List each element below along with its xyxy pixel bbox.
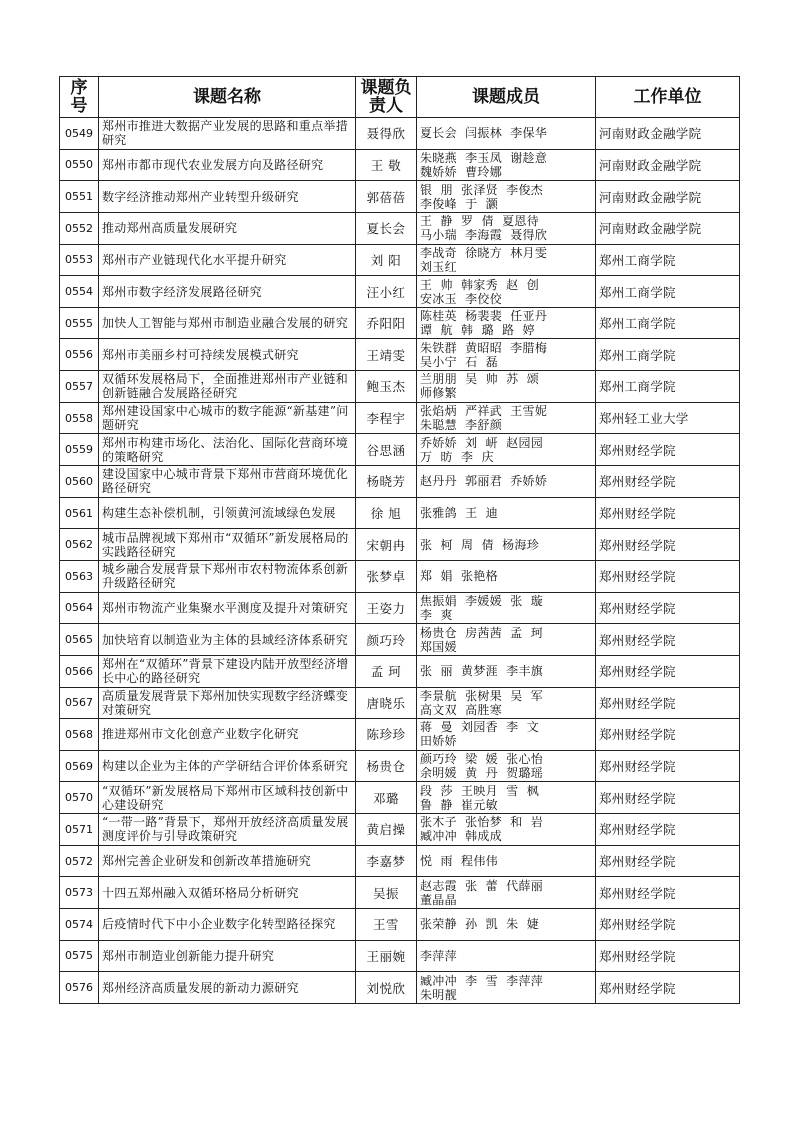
project-title: 数字经济推动郑州产业转型升级研究	[99, 181, 356, 213]
table-row	[60, 529, 740, 561]
member-line: 张焰炳 严祥武 王雪妮	[420, 404, 548, 419]
project-leader: 王靖雯	[356, 339, 417, 371]
project-leader: 王丽婉	[356, 940, 417, 972]
table-row	[60, 655, 740, 687]
work-unit: 郑州财经学院	[596, 909, 740, 941]
project-title: 郑州市制造业创新能力提升研究	[99, 940, 356, 972]
member-line: 段 莎 王映月 雪 枫	[420, 783, 540, 798]
work-unit: 郑州财经学院	[596, 940, 740, 972]
project-leader: 王雪	[356, 909, 417, 941]
member-line: 朱晓燕 李玉凤 谢趁意	[420, 150, 548, 165]
project-title: 构建生态补偿机制，引领黄河流域绿色发展	[99, 497, 356, 529]
work-unit: 河南财政金融学院	[596, 212, 740, 244]
member-line: 臧冲冲 李 雪 李萍萍	[420, 973, 544, 988]
work-unit: 河南财政金融学院	[596, 118, 740, 150]
work-unit: 郑州财经学院	[596, 497, 740, 529]
header-unit: 工作单位	[596, 77, 740, 118]
work-unit: 郑州财经学院	[596, 719, 740, 751]
row-number: 0553	[60, 244, 99, 276]
member-line: 田娇娇	[420, 734, 457, 749]
member-line: 王 帅 韩家秀 赵 创	[420, 277, 540, 292]
table-row	[60, 149, 740, 181]
table-row	[60, 402, 740, 434]
member-line: 赵志霞 张 蕾 代薛丽	[420, 878, 544, 893]
header-leader: 课题负责人	[356, 77, 417, 118]
member-line: 李萍萍	[420, 948, 457, 963]
work-unit: 郑州财经学院	[596, 687, 740, 719]
member-line: 李俊峰 于 灏	[420, 196, 498, 211]
member-line: 银 朋 张泽贤 李俊杰	[420, 182, 544, 197]
project-title: “双循环”新发展格局下郑州市区域科技创新中心建设研究	[99, 782, 356, 814]
project-leader: 张梦卓	[356, 560, 417, 592]
header-members: 课题成员	[417, 77, 596, 118]
work-unit: 郑州工商学院	[596, 244, 740, 276]
row-number: 0573	[60, 877, 99, 909]
member-line: 吴小宁 石 磊	[420, 354, 498, 369]
member-line: 朱聪慧 李舒颜	[420, 418, 503, 433]
member-line: 郑 娟 张艳格	[420, 569, 498, 584]
member-line: 颜巧玲 梁 媛 张心怡	[420, 752, 544, 767]
project-title: 郑州建设国家中心城市的数字能源“新基建”问题研究	[99, 402, 356, 434]
project-members	[417, 845, 596, 877]
member-line: 张 丽 黄梦涯 李丰旗	[420, 664, 544, 679]
member-line: 杨贵仓 房茜茜 孟 珂	[420, 625, 544, 640]
row-number: 0566	[60, 655, 99, 687]
member-line: 张木子 张怡梦 和 岩	[420, 815, 544, 830]
project-title: 郑州完善企业研发和创新改革措施研究	[99, 845, 356, 877]
project-title: 建设国家中心城市背景下郑州市营商环境优化路径研究	[99, 466, 356, 498]
work-unit: 郑州财经学院	[596, 877, 740, 909]
header-row	[60, 77, 740, 118]
row-number: 0555	[60, 307, 99, 339]
work-unit: 郑州财经学院	[596, 529, 740, 561]
work-unit: 郑州工商学院	[596, 276, 740, 308]
row-number: 0571	[60, 814, 99, 846]
work-unit: 郑州工商学院	[596, 339, 740, 371]
member-line: 安冰玉 李佼佼	[420, 291, 503, 306]
project-members	[417, 212, 596, 244]
row-number: 0572	[60, 845, 99, 877]
row-number: 0575	[60, 940, 99, 972]
project-title: 双循环发展格局下，全面推进郑州市产业链和创新链融合发展路径研究	[99, 371, 356, 403]
member-line: 谭 航 韩 璐 路 婷	[420, 323, 535, 338]
table-row	[60, 497, 740, 529]
project-title: 高质量发展背景下郑州加快实现数字经济蝶变对策研究	[99, 687, 356, 719]
member-line: 李战奇 徐晓方 林月雯	[420, 245, 548, 260]
project-leader: 李嘉梦	[356, 845, 417, 877]
member-line: 夏长会 闫振林 李保华	[420, 126, 548, 141]
project-members	[417, 181, 596, 213]
row-number: 0554	[60, 276, 99, 308]
work-unit: 河南财政金融学院	[596, 149, 740, 181]
project-members	[417, 529, 596, 561]
table-row	[60, 592, 740, 624]
project-title: 郑州市产业链现代化水平提升研究	[99, 244, 356, 276]
row-number: 0557	[60, 371, 99, 403]
table-row	[60, 750, 740, 782]
project-leader: 夏长会	[356, 212, 417, 244]
member-line: 臧冲冲 韩成成	[420, 829, 503, 844]
project-title: 郑州市物流产业集聚水平测度及提升对策研究	[99, 592, 356, 624]
work-unit: 郑州轻工业大学	[596, 402, 740, 434]
project-members	[417, 782, 596, 814]
project-title: 推动郑州高质量发展研究	[99, 212, 356, 244]
project-leader: 王姿力	[356, 592, 417, 624]
member-line: 兰朋朋 吴 帅 苏 颂	[420, 372, 540, 387]
work-unit: 郑州工商学院	[596, 371, 740, 403]
table-row	[60, 940, 740, 972]
table-row	[60, 814, 740, 846]
table-row	[60, 877, 740, 909]
project-title: 后疫情时代下中小企业数字化转型路径探究	[99, 909, 356, 941]
table-row	[60, 339, 740, 371]
row-number: 0550	[60, 149, 99, 181]
project-leader: 颜巧玲	[356, 624, 417, 656]
project-members	[417, 307, 596, 339]
row-number: 0565	[60, 624, 99, 656]
work-unit: 河南财政金融学院	[596, 181, 740, 213]
project-members	[417, 719, 596, 751]
work-unit: 郑州财经学院	[596, 814, 740, 846]
table-row	[60, 276, 740, 308]
project-members	[417, 402, 596, 434]
work-unit: 郑州财经学院	[596, 750, 740, 782]
project-members	[417, 244, 596, 276]
member-line: 师修繁	[420, 386, 457, 401]
project-title: 推进郑州市文化创意产业数字化研究	[99, 719, 356, 751]
row-number: 0560	[60, 466, 99, 498]
project-leader: 吴振	[356, 877, 417, 909]
project-members	[417, 750, 596, 782]
project-leader: 聂得欣	[356, 118, 417, 150]
project-leader: 鲍玉杰	[356, 371, 417, 403]
work-unit: 郑州财经学院	[596, 782, 740, 814]
project-title: 十四五郑州融入双循环格局分析研究	[99, 877, 356, 909]
row-number: 0570	[60, 782, 99, 814]
project-title: 郑州市数字经济发展路径研究	[99, 276, 356, 308]
member-line: 赵丹丹 郭丽君 乔娇娇	[420, 474, 548, 489]
member-line: 刘玉红	[420, 259, 457, 274]
table-row	[60, 560, 740, 592]
project-leader: 李程宇	[356, 402, 417, 434]
member-line: 李 爽	[420, 607, 453, 622]
project-members	[417, 655, 596, 687]
row-number: 0558	[60, 402, 99, 434]
project-members	[417, 434, 596, 466]
project-title: 城乡融合发展背景下郑州市农村物流体系创新升级路径研究	[99, 560, 356, 592]
project-leader: 汪小红	[356, 276, 417, 308]
table-row	[60, 687, 740, 719]
work-unit: 郑州财经学院	[596, 845, 740, 877]
table-row	[60, 624, 740, 656]
project-members	[417, 877, 596, 909]
table-row	[60, 719, 740, 751]
project-members	[417, 371, 596, 403]
table-row	[60, 212, 740, 244]
project-title: 加快人工智能与郑州市制造业融合发展的研究	[99, 307, 356, 339]
row-number: 0574	[60, 909, 99, 941]
project-leader: 黄启操	[356, 814, 417, 846]
table-row	[60, 244, 740, 276]
member-line: 朱明靓	[420, 987, 457, 1002]
project-title: 加快培育以制造业为主体的县域经济体系研究	[99, 624, 356, 656]
member-line: 郑国媛	[420, 639, 457, 654]
member-line: 李景航 张树果 吴 军	[420, 688, 544, 703]
project-members	[417, 118, 596, 150]
table-row	[60, 118, 740, 150]
project-members	[417, 276, 596, 308]
member-line: 张 柯 周 倩 杨海珍	[420, 537, 540, 552]
header-name: 课题名称	[99, 77, 356, 118]
project-leader: 乔阳阳	[356, 307, 417, 339]
row-number: 0567	[60, 687, 99, 719]
project-members	[417, 814, 596, 846]
project-members	[417, 687, 596, 719]
member-line: 蒋 曼 刘园香 李 文	[420, 720, 540, 735]
table-row	[60, 181, 740, 213]
member-line: 魏娇娇 曹玲娜	[420, 164, 503, 179]
project-leader: 郭蓓蓓	[356, 181, 417, 213]
table-row	[60, 434, 740, 466]
project-leader: 徐 旭	[356, 497, 417, 529]
member-line: 张荣静 孙 凯 朱 婕	[420, 917, 540, 932]
work-unit: 郑州财经学院	[596, 560, 740, 592]
project-title: 城市品牌视域下郑州市“双循环”新发展格局的实践路径研究	[99, 529, 356, 561]
member-line: 朱铁群 黄昭昭 李腊梅	[420, 340, 548, 355]
table-row	[60, 845, 740, 877]
row-number: 0556	[60, 339, 99, 371]
project-members	[417, 466, 596, 498]
row-number: 0561	[60, 497, 99, 529]
project-leader: 王 敬	[356, 149, 417, 181]
row-number: 0559	[60, 434, 99, 466]
project-leader: 杨晓芳	[356, 466, 417, 498]
row-number: 0563	[60, 560, 99, 592]
row-number: 0568	[60, 719, 99, 751]
member-line: 陈桂英 杨裴裴 任亚丹	[420, 309, 548, 324]
project-members	[417, 592, 596, 624]
project-leader: 谷思涵	[356, 434, 417, 466]
row-number: 0549	[60, 118, 99, 150]
project-members	[417, 624, 596, 656]
table-body	[60, 118, 740, 1004]
member-line: 万 昉 李 庆	[420, 449, 494, 464]
table-row	[60, 972, 740, 1004]
work-unit: 郑州财经学院	[596, 655, 740, 687]
project-members	[417, 149, 596, 181]
member-line: 乔娇娇 刘 岍 赵园园	[420, 435, 544, 450]
work-unit: 郑州财经学院	[596, 466, 740, 498]
member-line: 鲁 静 崔元敏	[420, 797, 498, 812]
header-num: 序号	[60, 77, 99, 118]
project-leader: 唐晓乐	[356, 687, 417, 719]
table-row	[60, 466, 740, 498]
project-title: “一带一路”背景下，郑州开放经济高质量发展测度评价与引导政策研究	[99, 814, 356, 846]
work-unit: 郑州财经学院	[596, 592, 740, 624]
member-line: 焦振娟 李媛媛 张 璇	[420, 593, 544, 608]
member-line: 马小瑞 李海霞 聂得欣	[420, 228, 548, 243]
project-leader: 杨贵仓	[356, 750, 417, 782]
member-line: 悦 雨 程伟伟	[420, 854, 498, 869]
project-members	[417, 940, 596, 972]
project-members	[417, 497, 596, 529]
project-leader: 邓璐	[356, 782, 417, 814]
row-number: 0564	[60, 592, 99, 624]
row-number: 0576	[60, 972, 99, 1004]
project-leader: 刘 阳	[356, 244, 417, 276]
work-unit: 郑州财经学院	[596, 434, 740, 466]
project-table	[59, 76, 740, 1004]
project-leader: 孟 珂	[356, 655, 417, 687]
row-number: 0562	[60, 529, 99, 561]
project-title: 郑州市推进大数据产业发展的思路和重点举措研究	[99, 118, 356, 150]
work-unit: 郑州财经学院	[596, 624, 740, 656]
member-line: 余明媛 黄 丹 贺璐瑶	[420, 766, 544, 781]
work-unit: 郑州工商学院	[596, 307, 740, 339]
project-leader: 陈珍珍	[356, 719, 417, 751]
table-row	[60, 782, 740, 814]
table-row	[60, 909, 740, 941]
project-members	[417, 339, 596, 371]
project-leader: 宋朝冉	[356, 529, 417, 561]
row-number: 0569	[60, 750, 99, 782]
project-title: 郑州市都市现代农业发展方向及路径研究	[99, 149, 356, 181]
member-line: 高文双 高胜寒	[420, 702, 503, 717]
project-title: 郑州市构建市场化、法治化、国际化营商环境的策略研究	[99, 434, 356, 466]
member-line: 董晶晶	[420, 892, 457, 907]
project-title: 构建以企业为主体的产学研结合评价体系研究	[99, 750, 356, 782]
member-line: 王 静 罗 倩 夏恩待	[420, 214, 540, 229]
project-title: 郑州市美丽乡村可持续发展模式研究	[99, 339, 356, 371]
row-number: 0552	[60, 212, 99, 244]
member-line: 张雅鸽 王 迪	[420, 506, 498, 520]
project-members	[417, 909, 596, 941]
project-title: 郑州在“双循环”背景下建设内陆开放型经济增长中心的路径研究	[99, 655, 356, 687]
work-unit: 郑州财经学院	[596, 972, 740, 1004]
project-leader: 刘悦欣	[356, 972, 417, 1004]
table-row	[60, 307, 740, 339]
row-number: 0551	[60, 181, 99, 213]
table-row	[60, 371, 740, 403]
project-members	[417, 560, 596, 592]
project-members	[417, 972, 596, 1004]
project-title: 郑州经济高质量发展的新动力源研究	[99, 972, 356, 1004]
